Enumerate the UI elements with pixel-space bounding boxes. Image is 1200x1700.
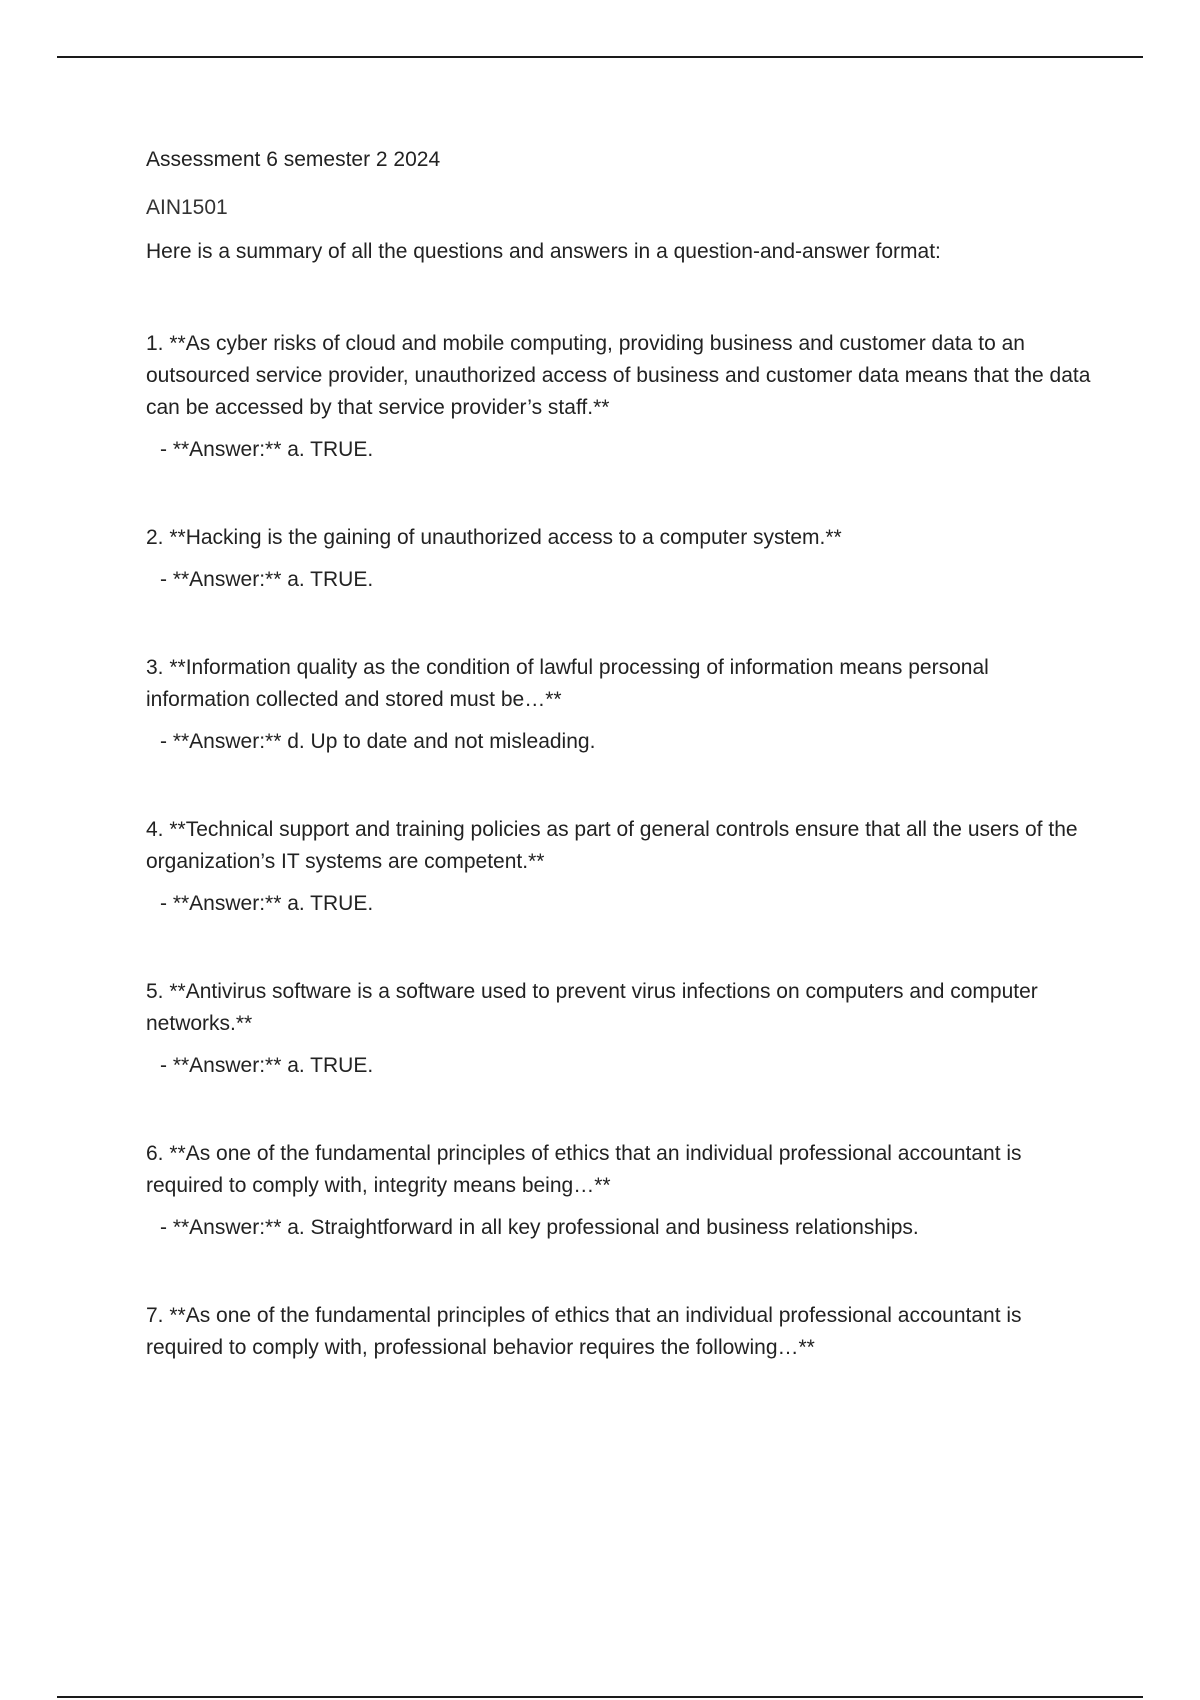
qa-item-3 xyxy=(146,652,1096,756)
question-text: 7. **As one of the fundamental principles of ethics that an individual professional accountant is required to comply with, professional behavior requires the following…** xyxy=(146,1304,1022,1359)
answer-text: - **Answer:** d. Up to date and not misleading. xyxy=(160,730,596,753)
question-text: 6. **As one of the fundamental principles of ethics that an individual professional accountant is required to comply with, integrity means being…** xyxy=(146,1142,1022,1197)
qa-item-7 xyxy=(146,1300,1096,1364)
qa-item-6 xyxy=(146,1138,1096,1242)
course-code: AIN1501 xyxy=(146,196,228,219)
top-rule xyxy=(57,56,1143,58)
document-page xyxy=(146,146,1096,1422)
document-title: Assessment 6 semester 2 2024 xyxy=(146,148,441,171)
question-text: 4. **Technical support and training policies as part of general controls ensure that all the users of the organization’s IT systems are competent.** xyxy=(146,818,1078,873)
question-text: 1. **As cyber risks of cloud and mobile computing, providing business and customer data to an outsourced service provider, unauthorized access of business and customer data means that the data can be accessed by that service provider’s staff.** xyxy=(146,332,1091,419)
answer-text: - **Answer:** a. Straightforward in all key professional and business relationships. xyxy=(160,1216,919,1239)
qa-item-5 xyxy=(146,976,1096,1080)
qa-item-4 xyxy=(146,814,1096,918)
question-text: 3. **Information quality as the condition of lawful processing of information means personal information collected and stored must be…** xyxy=(146,656,989,711)
qa-item-2 xyxy=(146,522,1096,594)
answer-text: - **Answer:** a. TRUE. xyxy=(160,568,374,591)
answer-text: - **Answer:** a. TRUE. xyxy=(160,1054,374,1077)
answer-text: - **Answer:** a. TRUE. xyxy=(160,892,374,915)
intro-text: Here is a summary of all the questions and answers in a question-and-answer format: xyxy=(146,240,941,263)
answer-text: - **Answer:** a. TRUE. xyxy=(160,438,374,461)
question-text: 2. **Hacking is the gaining of unauthorized access to a computer system.** xyxy=(146,526,842,549)
bottom-rule xyxy=(57,1696,1143,1698)
question-text: 5. **Antivirus software is a software used to prevent virus infections on computers and computer networks.** xyxy=(146,980,1038,1035)
qa-item-1 xyxy=(146,328,1096,464)
